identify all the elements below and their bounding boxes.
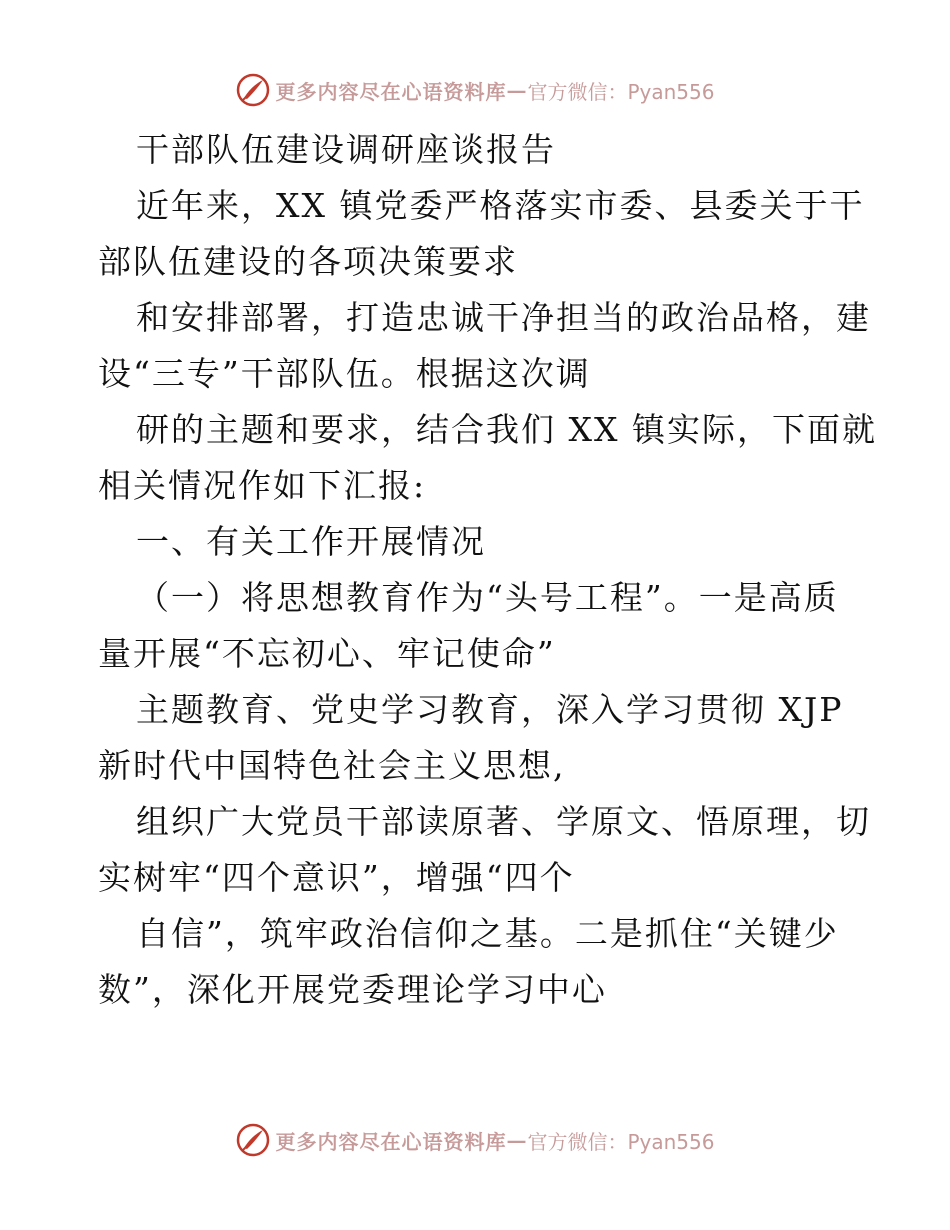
text-line: 干部队伍建设调研座谈报告 xyxy=(136,130,556,169)
text-line: （一）将思想教育作为“头号工程”。一是高质 xyxy=(136,578,839,617)
text-line: 自信”，筑牢政治信仰之基。二是抓住“关键少 xyxy=(136,914,839,953)
text-line: 量开展“不忘初心、牢记使命” xyxy=(98,634,556,673)
red-quill-logo-icon xyxy=(235,72,271,108)
watermark-contact: 官方微信：Pyan556 xyxy=(527,79,715,104)
text-line: 新时代中国特色社会主义思想, xyxy=(98,746,566,785)
footer-watermark xyxy=(0,1120,950,1160)
text-line: 一、有关工作开展情况 xyxy=(136,522,486,561)
watermark-dash: — xyxy=(506,1128,528,1152)
text-line: 设“三专”干部队伍。根据这次调 xyxy=(98,354,591,393)
text-line: 主题教育、党史学习教育，深入学习贯彻 XJP xyxy=(136,690,844,729)
watermark-text: 更多内容尽在心语资料库 xyxy=(275,79,507,104)
watermark-contact: 官方微信：Pyan556 xyxy=(527,1129,715,1154)
watermark-dash: — xyxy=(506,78,528,102)
red-quill-logo-icon xyxy=(235,1122,271,1158)
header-watermark xyxy=(0,70,950,110)
text-line: 组织广大党员干部读原著、学原文、悟原理，切 xyxy=(136,802,871,841)
watermark-text: 更多内容尽在心语资料库 xyxy=(275,1129,507,1154)
text-line: 相关情况作如下汇报: xyxy=(98,466,427,505)
document-body xyxy=(98,122,877,1018)
text-line: 实树牢“四个意识”，增强“四个 xyxy=(98,858,575,897)
text-line: 和安排部署，打造忠诚干净担当的政治品格，建 xyxy=(136,298,871,337)
text-line: 近年来，XX 镇党委严格落实市委、县委关于干 xyxy=(136,186,865,225)
text-line: 部队伍建设的各项决策要求 xyxy=(98,242,518,281)
text-line: 研的主题和要求，结合我们 XX 镇实际，下面就 xyxy=(136,410,877,449)
text-line: 数”，深化开展党委理论学习中心 xyxy=(98,970,607,1009)
